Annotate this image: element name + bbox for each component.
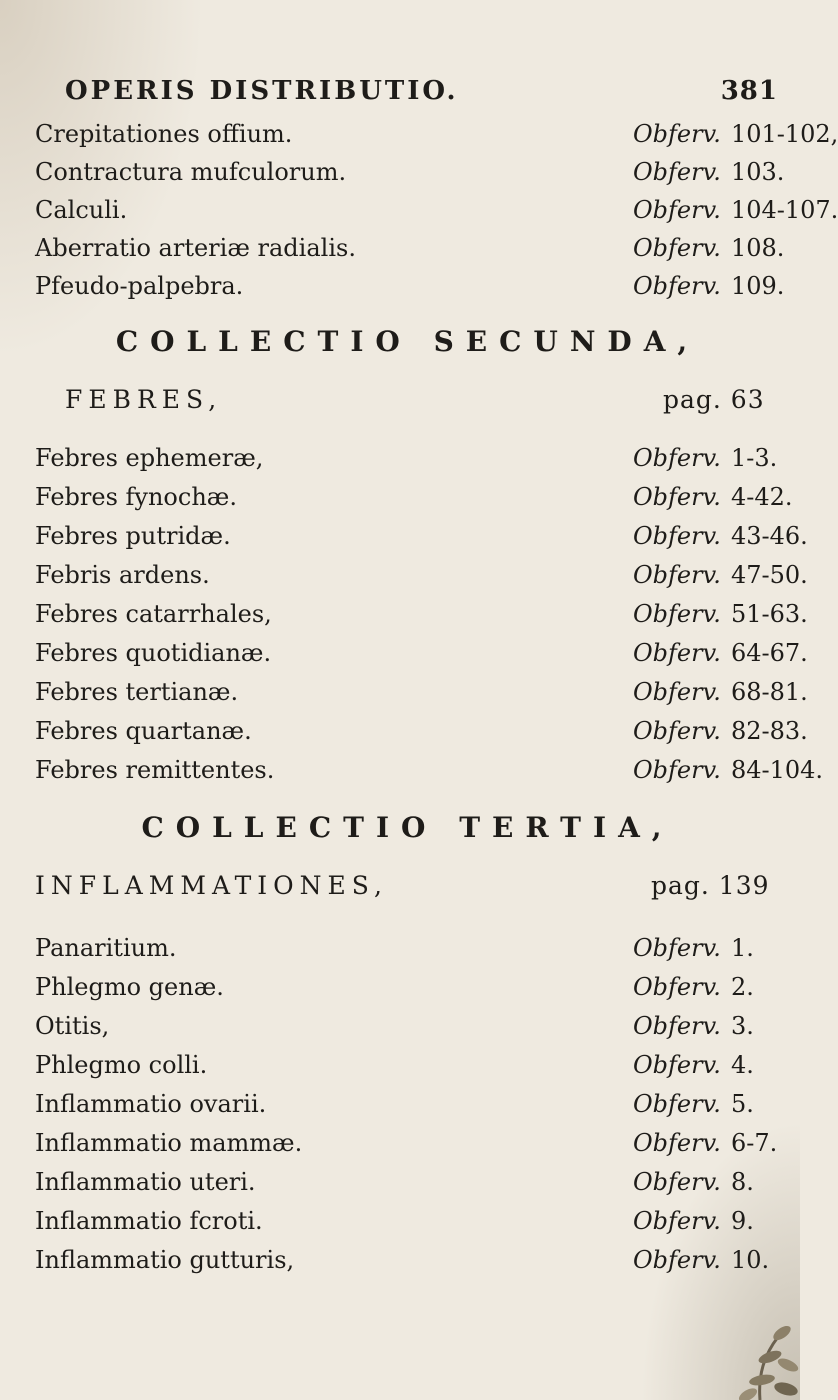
obs-ref: 1.	[730, 934, 754, 962]
list-item	[35, 155, 785, 189]
obs-label: Obferv.	[633, 1129, 721, 1157]
list-item	[35, 1126, 780, 1160]
entry-title: Febris ardens.	[35, 561, 210, 589]
section-heading	[35, 382, 780, 418]
entry-title: Otitis,	[35, 1012, 110, 1040]
obs-ref: 2.	[730, 973, 754, 1001]
obs-label: Obferv.	[633, 272, 721, 300]
obs-ref: 9.	[730, 1207, 754, 1235]
obs-label: Obferv.	[633, 1012, 721, 1040]
running-head	[65, 76, 778, 106]
collection-heading: COLLECTIO TERTIA,	[141, 811, 674, 844]
obs-ref: 4-42.	[730, 483, 793, 511]
list-item	[35, 675, 808, 709]
list-item	[35, 1243, 780, 1277]
obs-ref: 6-7.	[730, 1129, 778, 1157]
entry-title: Febres catarrhales,	[35, 600, 272, 628]
obs-ref: 47-50.	[730, 561, 808, 589]
entry-title: Aberratio arteriæ radialis.	[35, 234, 356, 262]
obs-ref: 10.	[730, 1246, 770, 1274]
entry-title: Febres fynochæ.	[35, 483, 237, 511]
obs-ref: 109.	[730, 272, 785, 300]
list-item	[35, 441, 780, 475]
list-item	[35, 636, 808, 670]
obs-ref: 68-81.	[730, 678, 808, 706]
obs-label: Obferv.	[633, 522, 721, 550]
obs-label: Obferv.	[633, 120, 721, 148]
obs-label: Obferv.	[633, 1051, 721, 1079]
list-item	[35, 519, 808, 553]
obs-ref: 51-63.	[730, 600, 808, 628]
obs-label: Obferv.	[633, 1207, 721, 1235]
plant-stain-decoration	[700, 1285, 800, 1400]
obs-ref: 104-107.	[730, 196, 838, 224]
obs-ref: 4.	[730, 1051, 754, 1079]
section-page: pag. 139	[651, 871, 770, 900]
list-item	[35, 931, 780, 965]
obs-ref: 103.	[730, 158, 785, 186]
obs-label: Obferv.	[633, 444, 721, 472]
entry-title: Calculi.	[35, 196, 128, 224]
list-item	[35, 1009, 780, 1043]
list-item	[35, 558, 808, 592]
obs-label: Obferv.	[633, 158, 721, 186]
running-head-title: OPERIS DISTRIBUTIO.	[65, 76, 459, 106]
obs-label: Obferv.	[633, 1246, 721, 1274]
list-item	[35, 269, 785, 303]
entry-title: Febres tertianæ.	[35, 678, 239, 706]
entry-title: Inflammatio ovarii.	[35, 1090, 267, 1118]
list-item	[35, 1087, 780, 1121]
list-item	[35, 117, 838, 151]
obs-label: Obferv.	[633, 561, 721, 589]
obs-label: Obferv.	[633, 934, 721, 962]
list-item	[35, 714, 808, 748]
entry-title: Febres quartanæ.	[35, 717, 252, 745]
list-item	[35, 1048, 780, 1082]
obs-label: Obferv.	[633, 973, 721, 1001]
obs-label: Obferv.	[633, 639, 721, 667]
list-item	[35, 1204, 780, 1238]
obs-ref: 101-102,	[730, 120, 838, 148]
entry-title: Phlegmo genæ.	[35, 973, 224, 1001]
entry-title: Febres ephemeræ,	[35, 444, 264, 472]
entry-title: Inflammatio fcroti.	[35, 1207, 263, 1235]
list-item	[35, 1165, 780, 1199]
obs-ref: 43-46.	[730, 522, 808, 550]
entry-title: Crepitationes offium.	[35, 120, 293, 148]
entry-title: Pfeudo-palpebra.	[35, 272, 244, 300]
obs-ref: 8.	[730, 1168, 754, 1196]
list-item	[35, 231, 785, 265]
obs-ref: 3.	[730, 1012, 754, 1040]
obs-label: Obferv.	[633, 600, 721, 628]
entry-title: Febres putridæ.	[35, 522, 231, 550]
list-item	[35, 480, 793, 514]
obs-ref: 84-104.	[730, 756, 824, 784]
section-title: INFLAMMATIONES,	[35, 871, 388, 900]
obs-label: Obferv.	[633, 756, 721, 784]
section-page: pag. 63	[663, 385, 765, 414]
entry-title: Inflammatio uteri.	[35, 1168, 256, 1196]
list-item	[35, 753, 824, 787]
section-title: FEBRES,	[65, 385, 223, 414]
entry-title: Contractura mufculorum.	[35, 158, 347, 186]
obs-ref: 64-67.	[730, 639, 808, 667]
obs-label: Obferv.	[633, 234, 721, 262]
obs-label: Obferv.	[633, 483, 721, 511]
obs-ref: 1-3.	[730, 444, 778, 472]
obs-ref: 108.	[730, 234, 785, 262]
obs-ref: 5.	[730, 1090, 754, 1118]
obs-label: Obferv.	[633, 196, 721, 224]
list-item	[35, 193, 838, 227]
obs-label: Obferv.	[633, 717, 721, 745]
list-item	[35, 597, 808, 631]
section-heading	[35, 868, 780, 904]
list-item	[35, 970, 780, 1004]
obs-label: Obferv.	[633, 1168, 721, 1196]
entry-title: Febres quotidianæ.	[35, 639, 272, 667]
entry-title: Phlegmo colli.	[35, 1051, 208, 1079]
obs-label: Obferv.	[633, 678, 721, 706]
obs-label: Obferv.	[633, 1090, 721, 1118]
collection-heading: COLLECTIO SECUNDA,	[115, 325, 700, 358]
entry-title: Inflammatio mammæ.	[35, 1129, 303, 1157]
obs-ref: 82-83.	[730, 717, 808, 745]
entry-title: Febres remittentes.	[35, 756, 275, 784]
entry-title: Inflammatio gutturis,	[35, 1246, 295, 1274]
page-number: 381	[720, 76, 778, 106]
entry-title: Panaritium.	[35, 934, 177, 962]
